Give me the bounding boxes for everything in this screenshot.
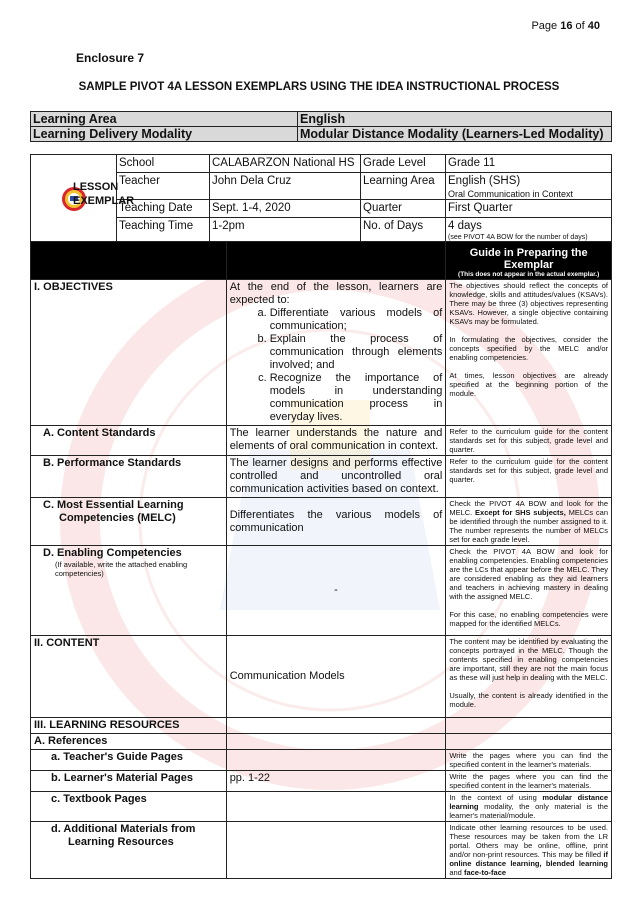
lesson-exemplar-label: LESSON EXEMPLAR xyxy=(73,181,135,207)
enabling-value: - xyxy=(226,546,446,636)
learning-area-label: Learning Area xyxy=(31,112,298,127)
learners-material-value: pp. 1-22 xyxy=(226,771,446,792)
document-title: SAMPLE PIVOT 4A LESSON EXEMPLARS USING THE IDEA INSTRUCTIONAL PROCESS xyxy=(78,81,560,93)
melc-value: Differentiates the various models of communication xyxy=(226,498,446,546)
learners-material-label: b. Learner's Material Pages xyxy=(31,771,227,792)
content-standards-guide: Refer to the curriculum guide for the content standards set for this subject, grade level and quarter. xyxy=(446,426,612,456)
additional-materials-guide: Indicate other learning resources to be used. These resources may be taken from the LR portal. Others may be online, offline, print and/or non-print resources. This may be filled if online distance learning, blended learning and face-to-face xyxy=(446,822,612,879)
content-standards-label: A. Content Standards xyxy=(31,426,227,456)
melc-guide: Check the PIVOT 4A BOW and look for the MELC. Except for SHS subjects, MELCs can be identified through the number assigned to it. The number represents the number of MELCs set for each grade level. xyxy=(446,498,612,546)
melc-label: C. Most Essential Learning Competencies (MELC) xyxy=(31,498,227,546)
teacher-value: John Dela Cruz xyxy=(210,173,361,200)
days-label: No. of Days xyxy=(361,218,446,243)
enclosure-label: Enclosure 7 xyxy=(76,51,145,65)
page-number: Page 16 of 40 xyxy=(531,20,600,32)
content-guide: The content may be identified by evaluating the concepts portrayed in the MELC. Though the contents specified in enabling competencies are important, still they are not the main focus as these will just help in dealing with the MELC. Usually, the content is already identified in the module. xyxy=(446,636,612,718)
teachers-guide-guide: Write the pages where you can find the specified content in the learner's materials. xyxy=(446,750,612,771)
teachers-guide-label: a. Teacher's Guide Pages xyxy=(31,750,227,771)
area-value: English (SHS) Oral Communication in Context xyxy=(446,173,612,200)
school-label: School xyxy=(117,155,210,173)
teacher-label: Teacher xyxy=(117,173,210,200)
enabling-guide: Check the PIVOT 4A BOW and look for enabling competencies. Enabling competencies are the LCs that appear before the MELC. They are considered enabling as they aid learners and teachers in achieving mastery in dealing with the assigned MELC. For this case, no enabling competencies were mapped for the identified MELCs. xyxy=(446,546,612,636)
quarter-label: Quarter xyxy=(361,200,446,218)
textbook-guide: In the context of using modular distance learning modality, the only material is the learner's material/module. xyxy=(446,792,612,822)
performance-standards-guide: Refer to the curriculum guide for the content standards set for this subject, grade level and quarter. xyxy=(446,456,612,498)
time-label: Teaching Time xyxy=(117,218,210,243)
performance-standards-value: The learner designs and performs effective controlled and uncontrolled oral communication activities based on context. xyxy=(226,456,446,498)
date-label: Teaching Date xyxy=(117,200,210,218)
learning-area-table xyxy=(30,111,612,142)
lesson-exemplar-table xyxy=(30,241,612,879)
date-value: Sept. 1-4, 2020 xyxy=(210,200,361,218)
learning-area-value: English xyxy=(298,112,612,127)
resources-label: III. LEARNING RESOURCES xyxy=(31,718,227,734)
school-value: CALABARZON National HS xyxy=(210,155,361,173)
additional-materials-label: d. Additional Materials from Learning Resources xyxy=(31,822,227,879)
modality-label: Learning Delivery Modality xyxy=(31,127,298,142)
guide-header: Guide in Preparing the Exemplar (This does not appear in the actual exemplar.) xyxy=(446,242,612,280)
textbook-label: c. Textbook Pages xyxy=(31,792,227,822)
quarter-value: First Quarter xyxy=(446,200,612,218)
grade-label: Grade Level xyxy=(361,155,446,173)
objectives-value: At the end of the lesson, learners are expected to: a. Differentiate various models of communication; b. Explain the process of communication through elements involved; and c. Recognize the importance of models in understanding communication process in everyday lives. xyxy=(226,280,446,426)
learners-material-guide: Write the pages where you can find the specified content in the learner's materials. xyxy=(446,771,612,792)
days-value: 4 days (see PIVOT 4A BOW for the number of days) xyxy=(446,218,612,243)
objectives-label: I. OBJECTIVES xyxy=(31,280,227,426)
performance-standards-label: B. Performance Standards xyxy=(31,456,227,498)
content-standards-value: The learner understands the nature and elements of oral communication in context. xyxy=(226,426,446,456)
references-label: A. References xyxy=(31,734,227,750)
grade-value: Grade 11 xyxy=(446,155,612,173)
content-value: Communication Models xyxy=(226,636,446,718)
modality-value: Modular Distance Modality (Learners-Led Modality) xyxy=(298,127,612,142)
objectives-guide: The objectives should reflect the concepts of knowledge, skills and attitudes/values (KSAVs). There may be three (3) objectives representing KSAVs. However, a single objective containing KSAVs may be formulated. In formulating the objectives, consider the concepts specified by the MELC and/or enabling competencies. At times, lesson objectives are already specified at the beginning portion of the module. xyxy=(446,280,612,426)
time-value: 1-2pm xyxy=(210,218,361,243)
enabling-label: D. Enabling Competencies (If available, write the attached enabling competencies) xyxy=(31,546,227,636)
content-label: II. CONTENT xyxy=(31,636,227,718)
area-label: Learning Area xyxy=(361,173,446,200)
